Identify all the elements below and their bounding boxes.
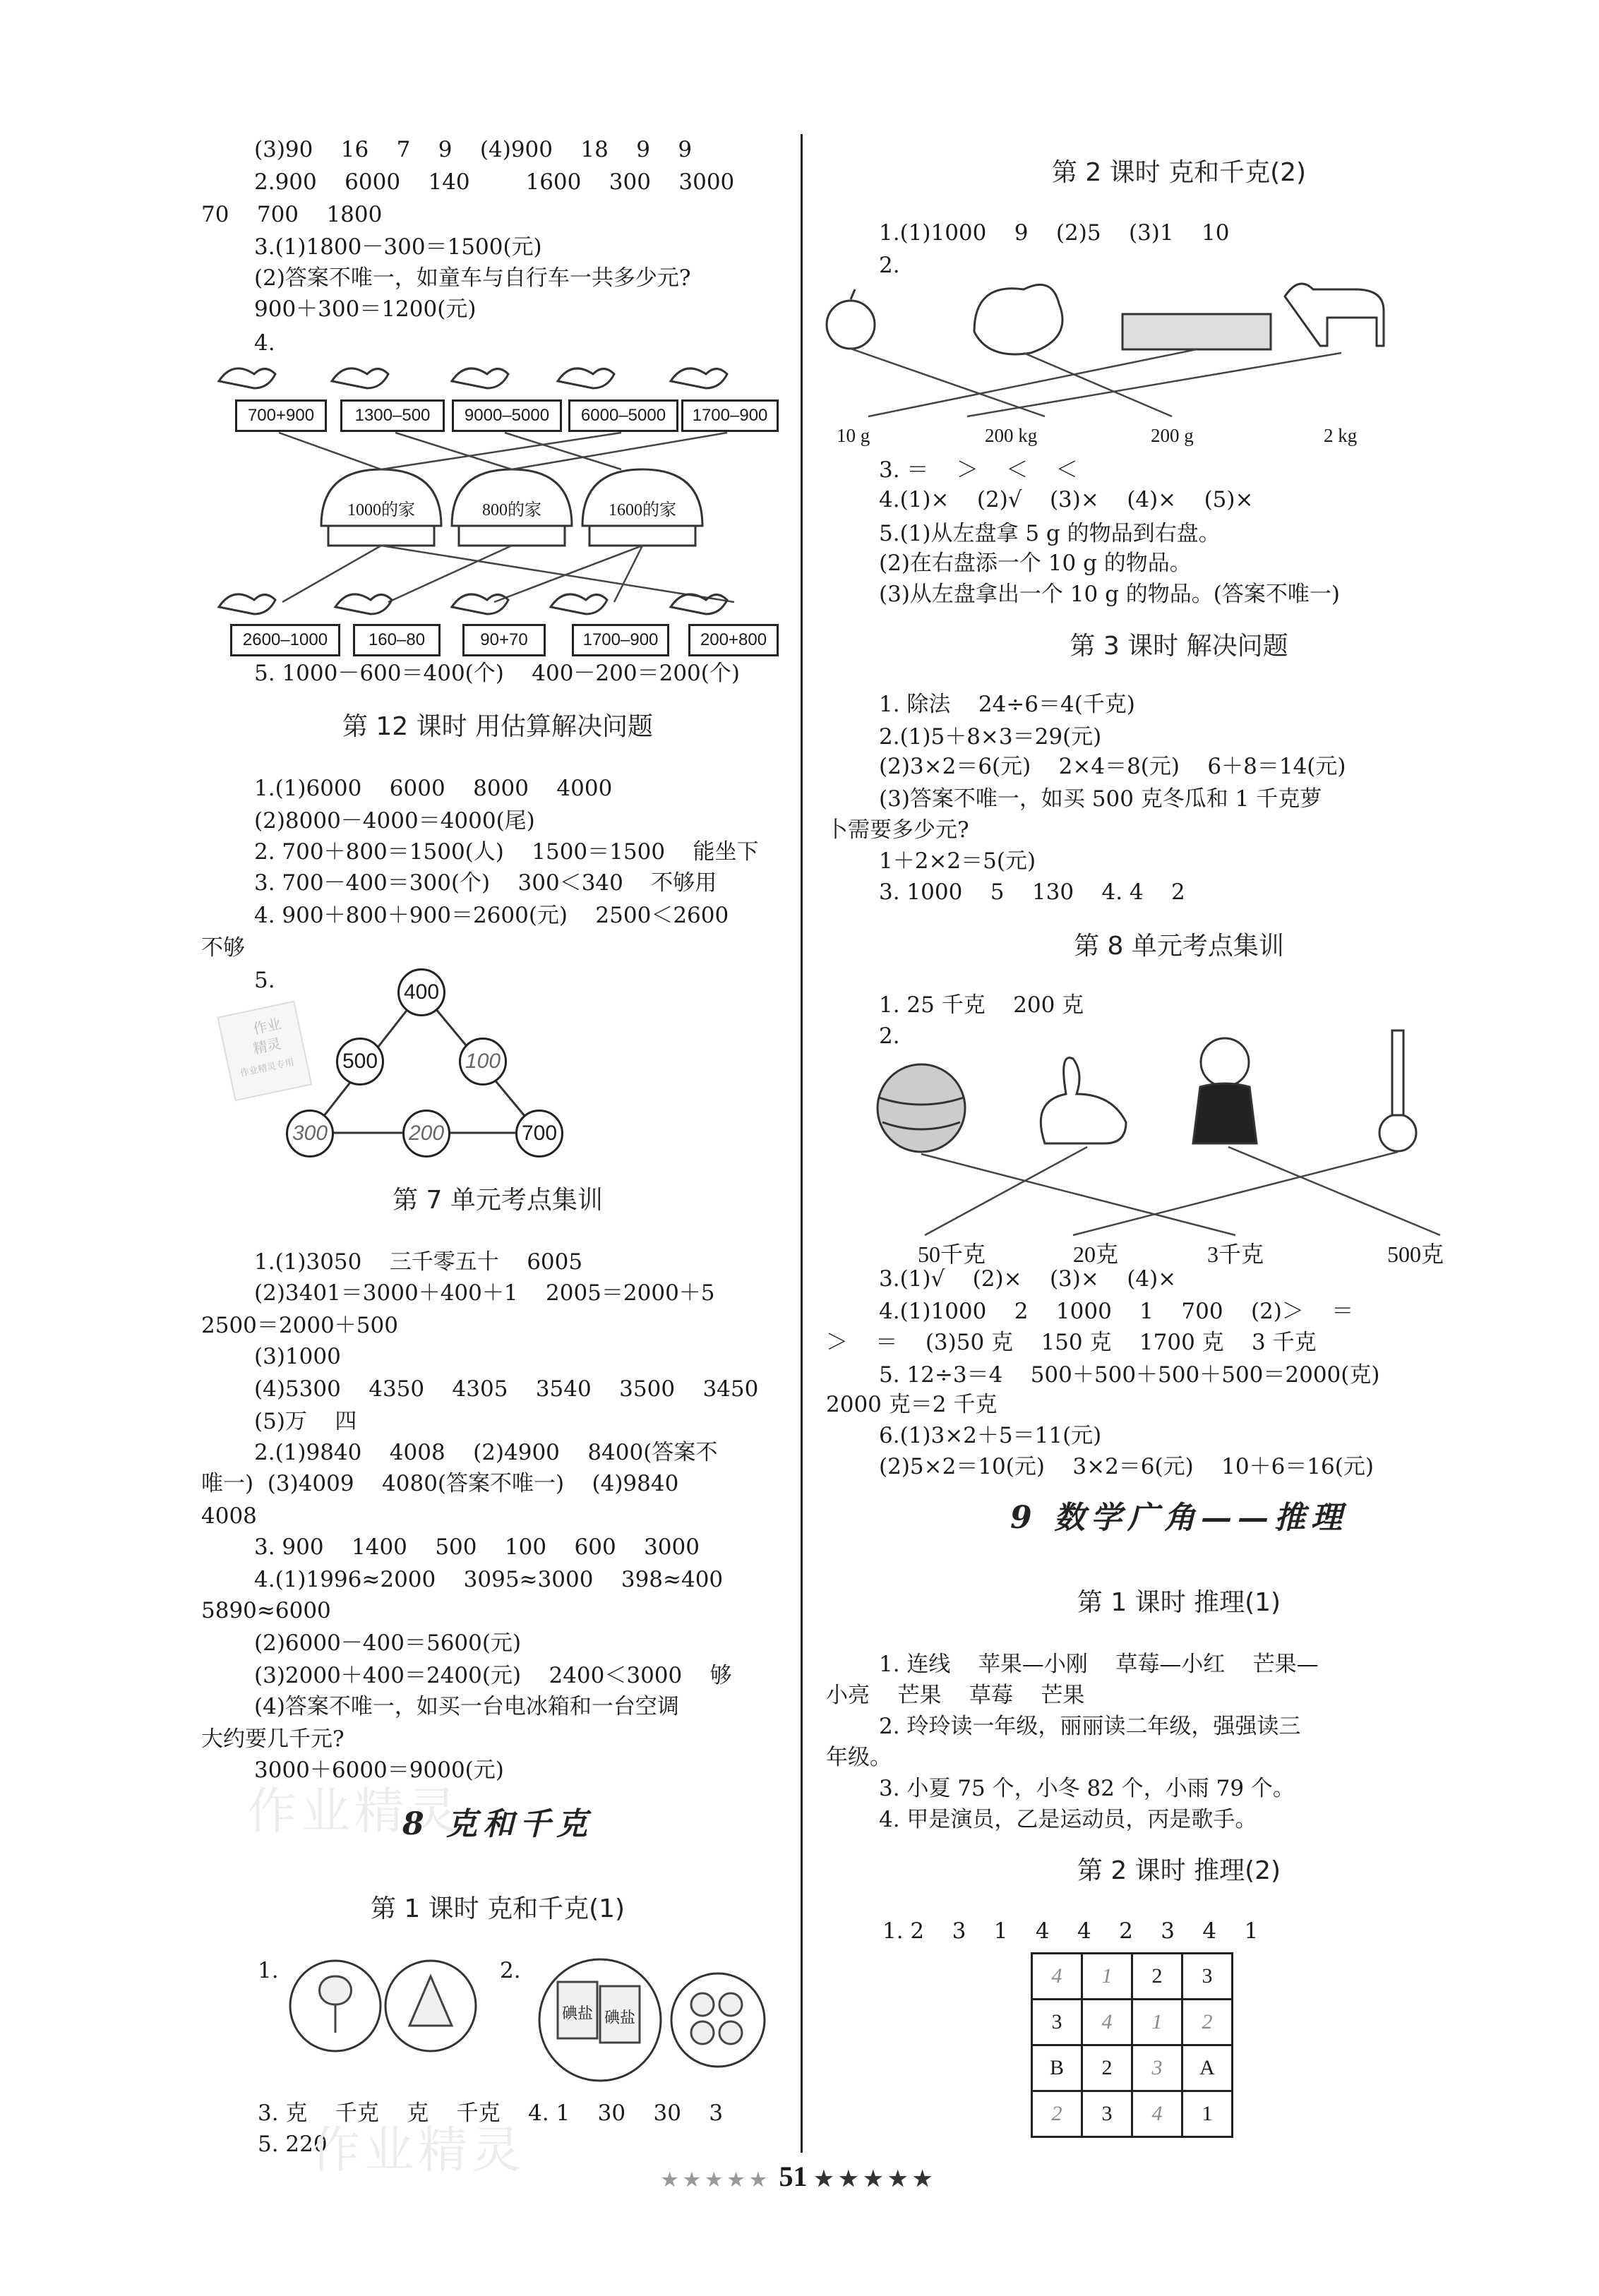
right-column	[805, 0, 1599, 2296]
answer-line: 2.900 6000 140 1600 300 3000	[254, 169, 735, 195]
answer-line: 5.	[254, 968, 275, 993]
answer-line: (2)3×2＝6(元) 2×4＝8(元) 6＋8＝14(元)	[879, 754, 1346, 779]
section-title: 第 8 单元考点集训	[1074, 932, 1284, 961]
answer-line: 5. 220	[258, 2132, 328, 2157]
weight-label: 3千克	[1207, 1242, 1264, 1267]
stamp-text: 精灵	[251, 1036, 283, 1057]
answer-line: 3. 700－400＝300(个) 300＜340 不够用	[254, 870, 717, 896]
answer-line: 3. 1000 5 130 4. 4 2	[879, 879, 1185, 905]
house-label: 800的家	[482, 501, 541, 519]
answer-line: (3)2000＋400＝2400(元) 2400＜3000 够	[254, 1663, 732, 1688]
page-number: 51	[779, 2160, 808, 2192]
answer-line: 4. 900＋800＋900＝2600(元) 2500＜2600	[254, 903, 729, 928]
grid-cell: 2	[1032, 2091, 1082, 2137]
answer-line: (3)从左盘拿出一个 10 g 的物品。(答案不唯一)	[879, 582, 1340, 607]
watermark: 作业精灵	[311, 2121, 525, 2179]
answer-line: (2)8000－4000＝4000(尾)	[254, 808, 535, 834]
answer-line: 4.(1)× (2)√ (3)× (4)× (5)×	[879, 487, 1254, 512]
answer-line: 1. 除法 24÷6＝4(千克)	[879, 692, 1135, 717]
answer-line: 2000 克＝2 千克	[826, 1392, 998, 1417]
q4-bottom-box: 200+800	[688, 624, 779, 656]
q4-top-box: 6000–5000	[568, 399, 678, 432]
weight-label: 200 g	[1151, 425, 1194, 446]
grid-cell: 3	[1182, 1954, 1233, 2000]
answer-line: 3.(1)√ (2)× (3)× (4)×	[879, 1266, 1177, 1292]
lesson-title: 第 1 课时 推理(1)	[1077, 1588, 1281, 1617]
lesson-title: 第 1 课时 克和千克(1)	[370, 1894, 625, 1923]
answer-line: 小亮 芒果 草莓 芒果	[826, 1683, 1085, 1708]
answer-line: ＞ ＝ (3)50 克 150 克 1700 克 3 千克	[826, 1330, 1317, 1355]
answer-line: (2)6000－400＝5600(元)	[254, 1630, 522, 1656]
answer-line: (3)1000	[254, 1344, 341, 1369]
grid-cell: B	[1032, 2045, 1082, 2091]
answer-line: 3.(1)1800－300＝1500(元)	[254, 234, 542, 260]
answer-line: (4)5300 4350 4305 3540 3500 3450	[254, 1376, 759, 1402]
grid-cell: 1	[1182, 2091, 1233, 2137]
lesson-title: 第 2 课时 推理(2)	[1077, 1856, 1281, 1885]
panda-icon	[1201, 1038, 1249, 1086]
answer-line: 6.(1)3×2＋5＝11(元)	[879, 1423, 1102, 1448]
grid-cell: A	[1182, 2045, 1233, 2091]
answer-line: 不够	[201, 935, 245, 961]
answer-line: 5890≈6000	[201, 1598, 331, 1623]
answer-line: 70 700 1800	[201, 202, 383, 227]
grid-cell: 1	[1132, 2000, 1182, 2045]
weights-figure-b	[805, 0, 1599, 1270]
q4-bottom-box: 160–80	[353, 624, 441, 656]
answer-line: 1. 连线 苹果—小刚 草莓—小红 芒果—	[879, 1652, 1319, 1677]
house-label: 1000的家	[347, 501, 415, 519]
ball-icon	[878, 1064, 965, 1152]
answer-line: (5)万 四	[254, 1409, 357, 1434]
weight-label: 10 g	[837, 425, 870, 446]
answer-line: 卜需要多少元?	[826, 817, 969, 843]
grid-cell: 4	[1032, 1954, 1082, 2000]
answer-line: 4. 甲是演员，乙是运动员，丙是歌手。	[879, 1807, 1257, 1832]
grid-cell: 4	[1082, 2000, 1132, 2045]
lesson-title: 第 2 课时 克和千克(2)	[1051, 158, 1307, 187]
answer-line: 2500＝2000＋500	[201, 1313, 398, 1338]
grid-cell: 1	[1082, 1954, 1132, 2000]
answer-line: 5. 1000－600＝400(个) 400－200＝200(个)	[254, 661, 740, 686]
answer-line: (2)在右盘添一个 10 g 的物品。	[879, 551, 1192, 576]
sudoku-grid	[1031, 1952, 1233, 2138]
answer-line: 3. 小夏 75 个，小冬 82 个，小雨 79 个。	[879, 1776, 1295, 1801]
q4-bottom-box: 90+70	[462, 624, 546, 656]
answer-line: 2.(1)9840 4008 (2)4900 8400(答案不	[254, 1440, 718, 1465]
grid-cell: 2	[1082, 2045, 1132, 2091]
weight-label: 20克	[1073, 1242, 1119, 1267]
answer-line: 1.(1)1000 9 (2)5 (3)1 10	[879, 220, 1230, 246]
answer-line: 1. 25 千克 200 克	[879, 992, 1084, 1018]
chapter-title: 9 数学广角——推理	[1010, 1500, 1348, 1536]
answer-line: 唯一) (3)4009 4080(答案不唯一) (4)9840	[201, 1471, 679, 1496]
answer-line: 1.(1)6000 6000 8000 4000	[254, 776, 613, 801]
q4-top-box: 700+900	[235, 399, 327, 432]
salt-label: 碘盐	[604, 2009, 635, 2026]
watermark: 作业精灵	[247, 1782, 462, 1840]
answer-line: 4.(1)1996≈2000 3095≈3000 398≈400	[254, 1567, 724, 1592]
weight-label: 50千克	[918, 1242, 986, 1267]
q4-bottom-box: 2600–1000	[230, 624, 340, 656]
stars-right-icon: ★★★★★	[814, 2168, 938, 2191]
stars-left-icon: ★★★★★	[661, 2170, 772, 2190]
answer-line: 2. 700＋800＝1500(人) 1500＝1500 能坐下	[254, 839, 759, 865]
answer-line: 3000＋6000＝9000(元)	[254, 1757, 504, 1783]
weight-label: 2 kg	[1324, 425, 1358, 446]
lesson-title: 第 3 课时 解决问题	[1070, 632, 1288, 661]
answer-line: 2.(1)5＋8×3＝29(元)	[879, 724, 1102, 750]
page-footer	[0, 2160, 1599, 2193]
answer-line: (4)答案不唯一，如买一台电冰箱和一台空调	[254, 1694, 679, 1719]
salt-label: 碘盐	[561, 2005, 593, 2022]
apples-circle	[671, 1973, 765, 2067]
answer-line: 1. 2 3 1 4 4 2 3 4 1	[882, 1918, 1259, 1944]
grid-cell: 4	[1132, 2091, 1182, 2137]
grid-cell: 3	[1132, 2045, 1182, 2091]
q4-top-box: 1300–500	[340, 399, 445, 432]
answer-line: (2)5×2＝10(元) 3×2＝6(元) 10＋6＝16(元)	[879, 1454, 1374, 1479]
answer-line: 4.(1)1000 2 1000 1 700 (2)＞ ＝	[879, 1299, 1354, 1324]
answer-line: 2. 玲玲读一年级，丽丽读二年级，强强读三	[879, 1714, 1301, 1739]
answer-line: (3)答案不唯一，如买 500 克冬瓜和 1 千克萝	[879, 786, 1322, 812]
answer-line: 2.	[879, 1023, 900, 1049]
q4-top-box: 1700–900	[681, 399, 779, 432]
grid-cell: 2	[1182, 2000, 1233, 2045]
triangle-node-right: 100	[459, 1038, 507, 1086]
weight-label: 500克	[1387, 1242, 1444, 1267]
answer-line: (2)3401＝3000＋400＋1 2005＝2000＋5	[254, 1280, 715, 1306]
answer-line: 1.(1)3050 三千零五十 6005	[254, 1249, 583, 1275]
triangle-node-bottom-right: 700	[515, 1110, 563, 1158]
key-icon	[1379, 1114, 1416, 1151]
answer-line: 5. 12÷3＝4 500＋500＋500＋500＝2000(克)	[879, 1362, 1380, 1388]
q4-top-box: 9000–5000	[452, 399, 562, 432]
house-label: 1600的家	[609, 501, 676, 519]
stamp-text: 作业	[251, 1016, 283, 1038]
answer-line: 1.	[258, 1958, 279, 1983]
answer-line: 2.	[879, 253, 900, 278]
grid-cell: 2	[1132, 1954, 1182, 2000]
answer-line: 5.(1)从左盘拿 5 g 的物品到右盘。	[879, 521, 1221, 546]
section-title: 第 7 单元考点集训	[393, 1186, 603, 1215]
stamp-text: 作业精灵专用	[239, 1057, 295, 1078]
triangle-node-left: 500	[336, 1038, 384, 1086]
answer-line: 3. 900 1400 500 100 600 3000	[254, 1534, 700, 1560]
chapter-title: 8 克和千克	[402, 1806, 593, 1842]
answer-line: 年级。	[826, 1745, 892, 1770]
answer-line: 3. 克 千克 克 千克 4. 1 30 30 3	[258, 2100, 724, 2126]
answer-line: 4008	[201, 1503, 257, 1529]
triangle-node-top: 400	[397, 968, 445, 1016]
lesson-title: 第 12 课时 用估算解决问题	[342, 712, 654, 741]
answer-line: (3)90 16 7 9 (4)900 18 9 9	[254, 137, 693, 162]
rabbit-icon	[1041, 1058, 1126, 1143]
answer-line: 3. ＝ ＞ ＜ ＜	[879, 457, 1078, 483]
weight-label: 200 kg	[985, 425, 1038, 446]
answer-line: 1＋2×2＝5(元)	[879, 848, 1036, 874]
answer-line: 900＋300＝1200(元)	[254, 296, 477, 322]
grid-cell: 3	[1082, 2091, 1132, 2137]
answer-line: 2.	[500, 1958, 521, 1983]
triangle-node-bottom-mid: 200	[402, 1110, 450, 1158]
triangle-node-bottom-left: 300	[286, 1110, 334, 1158]
lesson1-figure	[0, 0, 805, 2117]
answer-line: 大约要几千元?	[201, 1726, 345, 1752]
q4-bottom-box: 1700–900	[572, 624, 669, 656]
answer-line: 4.	[254, 330, 275, 356]
answer-line: (2)答案不唯一，如童车与自行车一共多少元?	[254, 265, 691, 291]
grid-cell: 3	[1032, 2000, 1082, 2045]
